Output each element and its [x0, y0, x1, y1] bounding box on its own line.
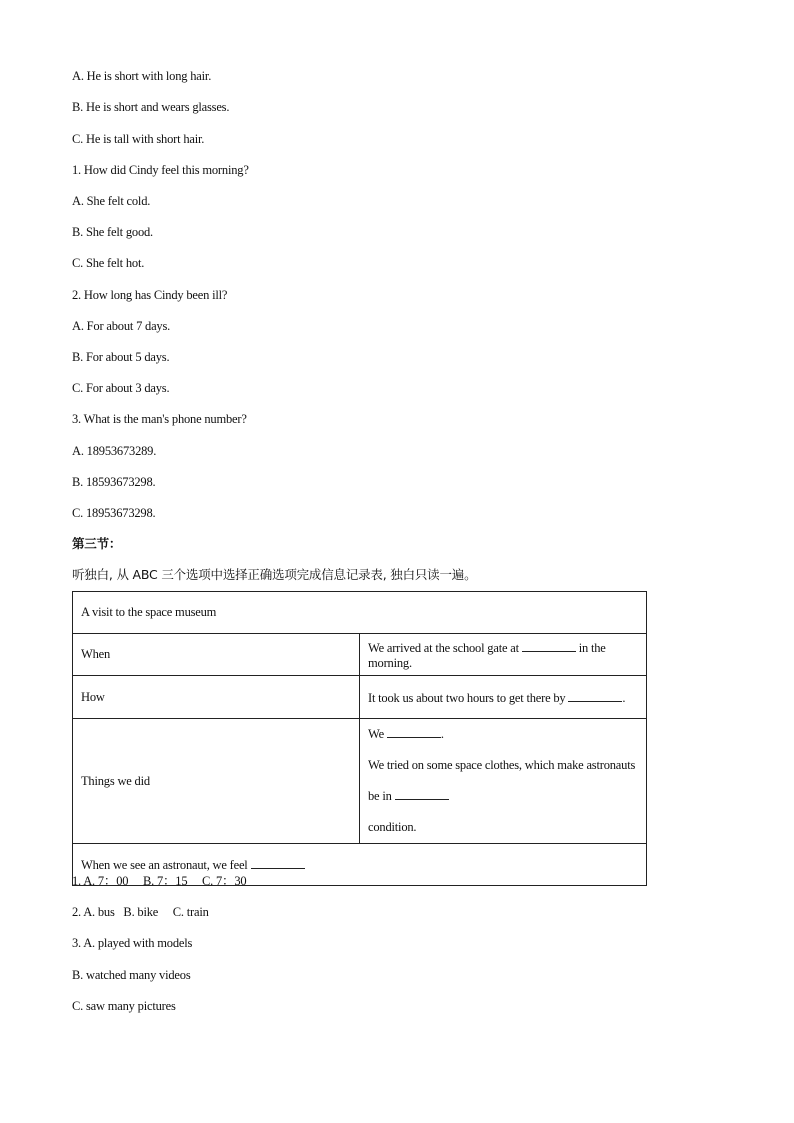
things-text: We tried on some space clothes, which make astronauts be in [368, 758, 636, 803]
answer-blank [395, 787, 449, 800]
option-line: A. He is short with long hair. [72, 69, 212, 83]
option-line: B. She felt good. [72, 225, 153, 239]
answer-options-line: C. saw many pictures [72, 999, 176, 1013]
things-text: We [368, 727, 384, 741]
option-line: B. He is short and wears glasses. [72, 100, 230, 114]
things-text-end: . [440, 727, 444, 741]
option-line: B. For about 5 days. [72, 350, 170, 364]
answer-options-line: 3. A. played with models [72, 936, 193, 950]
option-line: C. She felt hot. [72, 256, 145, 270]
option-line: B. 18593673298. [72, 475, 156, 489]
section-instruction: 听独白, 从 ABC 三个选项中选择正确选项完成信息记录表, 独白只读一遍。 [72, 567, 477, 582]
answer-options-line: B. watched many videos [72, 968, 191, 982]
when-cell [360, 634, 647, 676]
how-text-end: . [622, 690, 626, 705]
question-line: 1. How did Cindy feel this morning? [72, 163, 249, 177]
table-row [73, 592, 647, 634]
section-heading: 第三节： [72, 536, 122, 551]
answer-blank [568, 689, 622, 702]
things-line [368, 750, 638, 812]
answer-blank [251, 856, 305, 869]
answer-options-line: 1. A. 7：00 B. 7：15 C. 7：30 [72, 874, 247, 888]
how-cell [360, 676, 647, 719]
footer-text: When we see an astronaut, we feel [81, 858, 248, 872]
things-label: Things we did [73, 719, 360, 844]
when-text: We arrived at the school gate at [368, 640, 519, 655]
how-label: How [73, 676, 360, 719]
option-line: A. 18953673289. [72, 444, 157, 458]
info-record-table [72, 591, 647, 886]
table-row [73, 676, 647, 719]
option-line: A. She felt cold. [72, 194, 151, 208]
question-line: 2. How long has Cindy been ill? [72, 288, 228, 302]
option-line: C. 18953673298. [72, 506, 156, 520]
table-row [73, 719, 647, 844]
when-label: When [73, 634, 360, 676]
things-line: condition. [368, 820, 417, 834]
answer-blank [387, 725, 441, 738]
when-text-end: in the morning. [368, 640, 606, 670]
things-cell [360, 719, 647, 844]
answer-blank [522, 639, 576, 652]
option-line: C. For about 3 days. [72, 381, 170, 395]
option-line: A. For about 7 days. [72, 319, 171, 333]
table-row [73, 634, 647, 676]
question-line: 3. What is the man's phone number? [72, 412, 247, 426]
option-line: C. He is tall with short hair. [72, 132, 205, 146]
things-line [368, 719, 638, 750]
table-title-cell: A visit to the space museum [73, 592, 647, 634]
how-text: It took us about two hours to get there by [368, 690, 566, 705]
answer-options-line: 2. A. bus B. bike C. train [72, 905, 209, 919]
